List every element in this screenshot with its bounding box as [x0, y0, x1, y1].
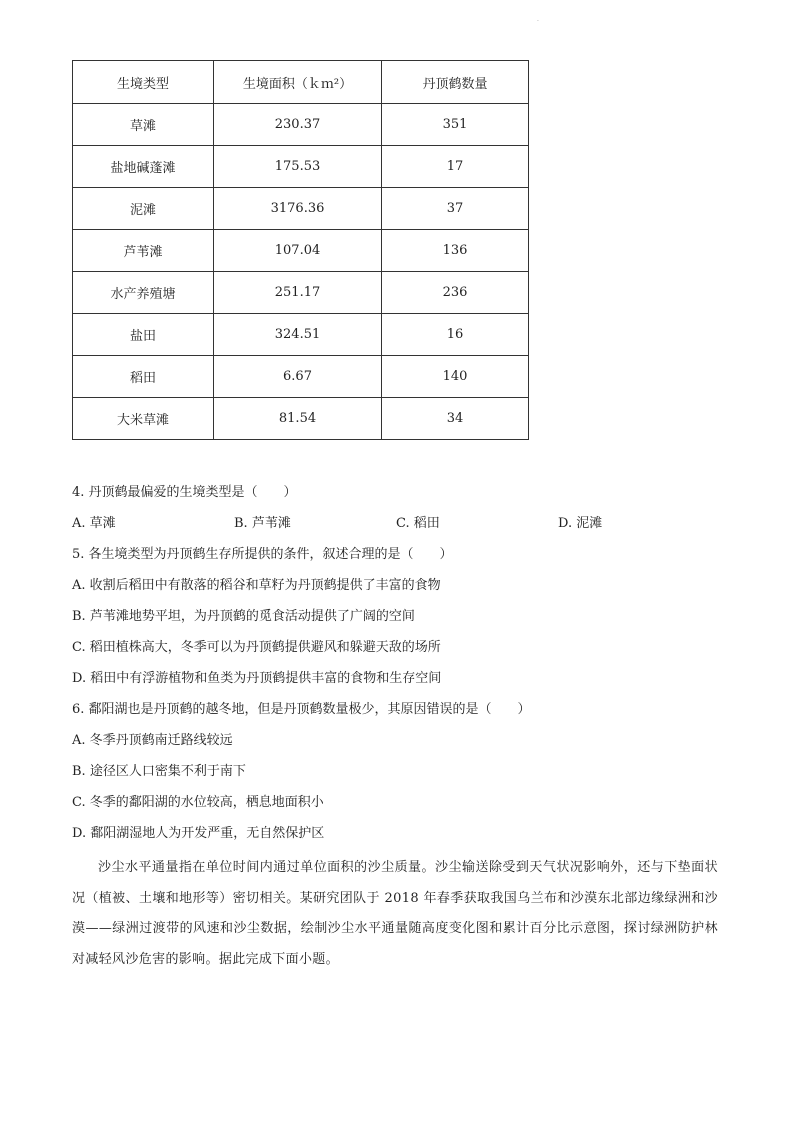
- table-cell: 136: [382, 230, 529, 272]
- table-cell: 6.67: [214, 356, 382, 398]
- table-cell: 泥滩: [73, 188, 214, 230]
- table-header-cell: 生境类型: [73, 61, 214, 104]
- page-dot-mark: ·: [537, 18, 539, 25]
- question-5-stem: 5. 各生境类型为丹顶鹤生存所提供的条件，叙述合理的是（ ）: [72, 547, 453, 562]
- q4-option-a: A. 草滩: [72, 516, 116, 531]
- table-cell: 230.37: [214, 104, 382, 146]
- table-cell: 大米草滩: [73, 398, 214, 440]
- table-cell: 107.04: [214, 230, 382, 272]
- q6-option-c: C. 冬季的鄱阳湖的水位较高，栖息地面积小: [72, 795, 324, 810]
- table-cell: 稻田: [73, 356, 214, 398]
- habitat-table: [72, 60, 529, 440]
- table-cell: 34: [382, 398, 529, 440]
- table-cell: 140: [382, 356, 529, 398]
- q4-option-b: B. 芦苇滩: [234, 516, 291, 531]
- table-row: [73, 104, 529, 146]
- table-cell: 351: [382, 104, 529, 146]
- table-cell: 3176.36: [214, 188, 382, 230]
- table-cell: 盐地碱蓬滩: [73, 146, 214, 188]
- q6-option-d: D. 鄱阳湖湿地人为开发严重，无自然保护区: [72, 826, 325, 841]
- table-row: [73, 272, 529, 314]
- passage-paragraph: 沙尘水平通量指在单位时间内通过单位面积的沙尘质量。沙尘输送除受到天气状况影响外，还与下垫面状况（植被、土壤和地形等）密切相关。某研究团队于 2018 年春季获取我国乌兰布和沙漠东北部边缘绿洲和沙漠——绿洲过渡带的风速和沙尘数据，绘制沙尘水平通量随高度变化图和累计百分比示意图，探讨绿洲防护林对减轻风沙危害的影响。据此完成下面小题。: [72, 860, 718, 967]
- q4-option-d: D. 泥滩: [558, 516, 603, 531]
- q6-option-a: A. 冬季丹顶鹤南迁路线较远: [72, 733, 233, 748]
- table-cell: 17: [382, 146, 529, 188]
- table-cell: 324.51: [214, 314, 382, 356]
- table-cell: 37: [382, 188, 529, 230]
- table-row: [73, 230, 529, 272]
- q5-option-c: C. 稻田植株高大，冬季可以为丹顶鹤提供避风和躲避天敌的场所: [72, 640, 441, 655]
- table-row: [73, 314, 529, 356]
- table-row: [73, 398, 529, 440]
- table-cell: 芦苇滩: [73, 230, 214, 272]
- table-cell: 盐田: [73, 314, 214, 356]
- table-cell: 草滩: [73, 104, 214, 146]
- table-cell: 236: [382, 272, 529, 314]
- question-6-stem: 6. 鄱阳湖也是丹顶鹤的越冬地，但是丹顶鹤数量极少，其原因错误的是（ ）: [72, 702, 531, 717]
- question-4-stem: 4. 丹顶鹤最偏爱的生境类型是（ ）: [72, 485, 297, 500]
- table-cell: 175.53: [214, 146, 382, 188]
- q5-option-b: B. 芦苇滩地势平坦，为丹顶鹤的觅食活动提供了广阔的空间: [72, 609, 415, 624]
- q5-option-d: D. 稻田中有浮游植物和鱼类为丹顶鹤提供丰富的食物和生存空间: [72, 671, 442, 686]
- table-row: [73, 188, 529, 230]
- q5-option-a: A. 收割后稻田中有散落的稻谷和草籽为丹顶鹤提供了丰富的食物: [72, 578, 441, 593]
- table-row: [73, 146, 529, 188]
- table-header-row: [73, 61, 529, 104]
- q6-option-b: B. 途径区人口密集不利于南下: [72, 764, 246, 779]
- table-cell: 16: [382, 314, 529, 356]
- table-header-cell: 丹顶鹤数量: [382, 61, 529, 104]
- q4-option-c: C. 稻田: [396, 516, 440, 531]
- table-header-cell: 生境面积（ｋｍ²）: [214, 61, 382, 104]
- table-cell: 水产养殖塘: [73, 272, 214, 314]
- table-cell: 81.54: [214, 398, 382, 440]
- table-row: [73, 356, 529, 398]
- table-cell: 251.17: [214, 272, 382, 314]
